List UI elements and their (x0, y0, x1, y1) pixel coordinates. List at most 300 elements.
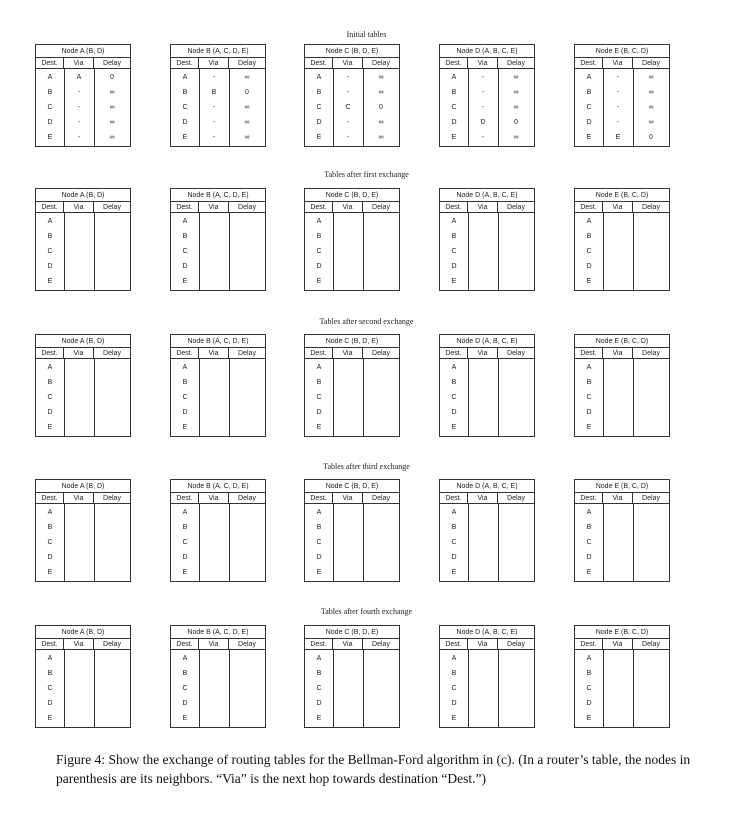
dest-cell: B (182, 670, 188, 677)
column-header-delay: Delay (103, 350, 121, 357)
table-row (36, 230, 130, 244)
via-cell: - (212, 134, 216, 141)
delay-cell: ∞ (648, 74, 654, 81)
routing-table (304, 334, 400, 437)
dest-cell: D (451, 700, 457, 707)
dest-cell: B (316, 379, 322, 386)
table-row (36, 521, 130, 535)
table-title: Node D (A, B, C, E) (440, 335, 534, 348)
table-row (36, 275, 130, 289)
dest-cell: D (182, 409, 188, 416)
dest-cell: A (451, 509, 457, 516)
dest-cell: B (182, 379, 188, 386)
table-row (171, 521, 265, 535)
column-header-via: Via (603, 493, 633, 503)
dest-cell: D (451, 409, 457, 416)
table-row (305, 506, 399, 520)
table-header (440, 639, 534, 650)
table-body (575, 213, 669, 290)
table-row (171, 101, 265, 115)
dest-cell: E (586, 569, 592, 576)
column-header-dest: Dest. (440, 348, 468, 358)
dest-cell: B (451, 524, 457, 531)
table-row (171, 230, 265, 244)
via-cell: - (212, 104, 216, 111)
table-row (171, 86, 265, 100)
routing-table (304, 44, 400, 147)
table-body (171, 69, 265, 146)
table-row (575, 521, 669, 535)
dest-cell: E (316, 278, 322, 285)
dest-cell: E (451, 134, 457, 141)
dest-cell: C (316, 104, 322, 111)
dest-cell: A (47, 655, 53, 662)
column-header-delay: Delay (372, 495, 390, 502)
column-header-dest: Dest. (36, 493, 64, 503)
delay-cell: ∞ (513, 89, 519, 96)
table-row (440, 116, 534, 130)
table-row (440, 260, 534, 274)
dest-cell: B (451, 379, 457, 386)
routing-table (574, 44, 670, 147)
column-header-dest: Dest. (305, 639, 333, 649)
table-body (171, 359, 265, 436)
dest-cell: E (47, 134, 53, 141)
routing-table (170, 44, 266, 147)
table-row (575, 682, 669, 696)
table-row (305, 521, 399, 535)
dest-cell: A (586, 218, 592, 225)
dest-cell: C (451, 248, 457, 255)
table-header (36, 202, 130, 213)
table-row (171, 712, 265, 726)
delay-cell: ∞ (109, 89, 115, 96)
table-title: Node B (A, C, D, E) (171, 189, 265, 202)
column-header-dest: Dest. (171, 348, 199, 358)
column-header-via: Via (603, 348, 633, 358)
dest-cell: D (586, 409, 592, 416)
dest-cell: E (47, 278, 53, 285)
table-row (305, 376, 399, 390)
table-row (440, 361, 534, 375)
dest-cell: A (451, 364, 457, 371)
table-row (36, 215, 130, 229)
column-header-delay: Delay (507, 350, 525, 357)
dest-cell: A (451, 74, 457, 81)
column-header-dest: Dest. (575, 493, 603, 503)
table-row (575, 215, 669, 229)
table-row (36, 652, 130, 666)
via-cell: - (481, 104, 485, 111)
table-title: Node E (B, C, D) (575, 335, 669, 348)
column-header-dest: Dest. (36, 58, 64, 68)
table-header (305, 639, 399, 650)
table-header (171, 202, 265, 213)
routing-table (574, 188, 670, 291)
table-row (171, 215, 265, 229)
table-row (36, 421, 130, 435)
table-header (171, 58, 265, 69)
table-row (305, 712, 399, 726)
table-row (440, 712, 534, 726)
dest-cell: C (182, 394, 188, 401)
via-cell: - (77, 89, 81, 96)
table-row (575, 406, 669, 420)
dest-cell: A (182, 655, 188, 662)
table-row (305, 116, 399, 130)
routing-table (35, 334, 131, 437)
dest-cell: B (47, 379, 53, 386)
column-header-delay: Delay (238, 495, 256, 502)
delay-cell: ∞ (109, 134, 115, 141)
column-header-via: Via (199, 639, 229, 649)
table-row (171, 361, 265, 375)
delay-cell: ∞ (648, 119, 654, 126)
delay-cell: ∞ (244, 74, 250, 81)
delay-cell: 0 (379, 104, 383, 111)
column-header-via: Via (199, 58, 229, 68)
table-row (171, 652, 265, 666)
table-title: Node D (A, B, C, E) (440, 626, 534, 639)
via-cell: - (346, 89, 350, 96)
table-row (36, 391, 130, 405)
table-title: Node C (B, D, E) (305, 45, 399, 58)
table-title: Node E (B, C, D) (575, 189, 669, 202)
table-title: Node B (A, C, D, E) (171, 480, 265, 493)
dest-cell: C (182, 248, 188, 255)
dest-cell: D (586, 700, 592, 707)
table-row (171, 536, 265, 550)
table-title: Node E (B, C, D) (575, 626, 669, 639)
dest-cell: C (47, 685, 53, 692)
table-row (305, 245, 399, 259)
dest-cell: B (451, 670, 457, 677)
column-header-delay: Delay (372, 641, 390, 648)
table-title: Node E (B, C, D) (575, 45, 669, 58)
table-body (575, 650, 669, 727)
table-row (305, 406, 399, 420)
dest-cell: E (47, 424, 53, 431)
table-row (171, 131, 265, 145)
column-header-dest: Dest. (171, 639, 199, 649)
table-row (36, 697, 130, 711)
dest-cell: D (316, 119, 322, 126)
dest-cell: A (47, 218, 53, 225)
table-title: Node A (B, D) (36, 189, 130, 202)
table-body (36, 213, 130, 290)
column-header-delay: Delay (372, 60, 390, 67)
routing-table (304, 188, 400, 291)
table-row (575, 260, 669, 274)
delay-cell: ∞ (378, 134, 384, 141)
dest-cell: B (316, 670, 322, 677)
table-row (36, 667, 130, 681)
dest-cell: E (316, 715, 322, 722)
table-row (171, 245, 265, 259)
table-title: Node D (A, B, C, E) (440, 189, 534, 202)
table-row (575, 275, 669, 289)
column-header-via: Via (333, 348, 363, 358)
table-row (36, 406, 130, 420)
dest-cell: D (586, 554, 592, 561)
via-cell: - (616, 119, 620, 126)
table-row (36, 116, 130, 130)
column-header-via: Via (468, 639, 498, 649)
column-header-dest: Dest. (440, 639, 468, 649)
delay-cell: ∞ (109, 104, 115, 111)
table-title: Node E (B, C, D) (575, 480, 669, 493)
table-row (575, 116, 669, 130)
column-header-dest: Dest. (575, 202, 603, 212)
column-header-dest: Dest. (305, 202, 333, 212)
column-header-via: Via (468, 493, 498, 503)
table-row (36, 260, 130, 274)
column-header-via: Via (64, 348, 94, 358)
table-row (305, 566, 399, 580)
dest-cell: E (182, 278, 188, 285)
column-header-dest: Dest. (171, 202, 199, 212)
table-body (575, 504, 669, 581)
table-header (305, 493, 399, 504)
via-cell: A (76, 74, 82, 81)
dest-cell: A (47, 509, 53, 516)
dest-cell: C (586, 685, 592, 692)
dest-cell: C (586, 248, 592, 255)
table-row (440, 215, 534, 229)
column-header-delay: Delay (103, 204, 121, 211)
table-row (440, 406, 534, 420)
table-title: Node A (B, D) (36, 626, 130, 639)
table-header (305, 202, 399, 213)
routing-table (170, 625, 266, 728)
dest-cell: E (316, 569, 322, 576)
table-body (440, 650, 534, 727)
via-cell: - (616, 104, 620, 111)
table-body (440, 213, 534, 290)
dest-cell: E (451, 569, 457, 576)
dest-cell: E (451, 715, 457, 722)
table-row (171, 566, 265, 580)
table-row (575, 421, 669, 435)
section-title: Initial tables (346, 30, 387, 39)
table-row (36, 682, 130, 696)
dest-cell: B (182, 524, 188, 531)
delay-cell: ∞ (244, 134, 250, 141)
table-row (575, 566, 669, 580)
delay-cell: ∞ (513, 134, 519, 141)
via-cell: - (77, 104, 81, 111)
table-row (575, 391, 669, 405)
table-row (440, 131, 534, 145)
table-row (575, 230, 669, 244)
table-header (440, 58, 534, 69)
table-row (171, 506, 265, 520)
dest-cell: B (47, 670, 53, 677)
column-header-via: Via (199, 202, 229, 212)
column-header-via: Via (333, 493, 363, 503)
column-header-via: Via (468, 202, 498, 212)
table-header (575, 58, 669, 69)
routing-table (574, 479, 670, 582)
dest-cell: C (182, 104, 188, 111)
table-body (36, 69, 130, 146)
column-header-dest: Dest. (171, 493, 199, 503)
via-cell: - (346, 74, 350, 81)
table-header (575, 639, 669, 650)
via-cell: - (212, 119, 216, 126)
dest-cell: D (451, 554, 457, 561)
via-cell: - (481, 89, 485, 96)
via-cell: - (77, 134, 81, 141)
table-row (305, 275, 399, 289)
routing-table (439, 479, 535, 582)
column-header-delay: Delay (507, 495, 525, 502)
via-cell: - (346, 119, 350, 126)
dest-cell: C (316, 394, 322, 401)
dest-cell: A (451, 655, 457, 662)
table-row (575, 506, 669, 520)
table-row (575, 551, 669, 565)
table-header (575, 202, 669, 213)
table-row (575, 131, 669, 145)
table-body (171, 650, 265, 727)
column-header-dest: Dest. (36, 202, 64, 212)
dest-cell: D (47, 263, 53, 270)
column-header-delay: Delay (103, 495, 121, 502)
delay-cell: ∞ (244, 119, 250, 126)
section-title: Tables after third exchange (323, 462, 410, 471)
table-row (171, 376, 265, 390)
table-row (305, 101, 399, 115)
table-row (440, 506, 534, 520)
dest-cell: E (451, 424, 457, 431)
column-header-delay: Delay (642, 204, 660, 211)
table-row (36, 376, 130, 390)
dest-cell: C (47, 104, 53, 111)
table-row (36, 536, 130, 550)
table-header (305, 58, 399, 69)
column-header-delay: Delay (507, 204, 525, 211)
column-header-delay: Delay (103, 60, 121, 67)
dest-cell: E (182, 424, 188, 431)
via-cell: - (346, 134, 350, 141)
section-title: Tables after second exchange (319, 317, 414, 326)
column-header-via: Via (64, 493, 94, 503)
column-header-dest: Dest. (305, 348, 333, 358)
column-header-delay: Delay (642, 350, 660, 357)
column-header-via: Via (64, 58, 94, 68)
delay-cell: ∞ (244, 104, 250, 111)
dest-cell: E (586, 134, 592, 141)
column-header-dest: Dest. (305, 58, 333, 68)
table-row (171, 275, 265, 289)
dest-cell: B (586, 233, 592, 240)
dest-cell: A (586, 509, 592, 516)
column-header-via: Via (333, 58, 363, 68)
column-header-dest: Dest. (305, 493, 333, 503)
dest-cell: D (47, 554, 53, 561)
dest-cell: C (182, 685, 188, 692)
table-header (36, 58, 130, 69)
table-row (440, 245, 534, 259)
table-row (440, 682, 534, 696)
routing-table (35, 479, 131, 582)
dest-cell: D (451, 119, 457, 126)
dest-cell: A (47, 74, 53, 81)
via-cell: - (77, 119, 81, 126)
table-row (305, 86, 399, 100)
dest-cell: D (451, 263, 457, 270)
dest-cell: B (451, 89, 457, 96)
table-row (440, 697, 534, 711)
column-header-dest: Dest. (171, 58, 199, 68)
table-row (36, 566, 130, 580)
table-row (440, 536, 534, 550)
via-cell: - (212, 74, 216, 81)
table-row (575, 652, 669, 666)
table-row (171, 71, 265, 85)
delay-cell: ∞ (648, 104, 654, 111)
table-row (171, 697, 265, 711)
routing-table (574, 334, 670, 437)
column-header-dest: Dest. (575, 348, 603, 358)
column-header-via: Via (64, 639, 94, 649)
table-row (575, 71, 669, 85)
dest-cell: B (47, 89, 53, 96)
table-row (171, 116, 265, 130)
table-header (171, 493, 265, 504)
dest-cell: A (316, 74, 322, 81)
table-body (305, 359, 399, 436)
column-header-dest: Dest. (36, 348, 64, 358)
dest-cell: A (586, 655, 592, 662)
dest-cell: C (586, 539, 592, 546)
table-title: Node B (A, C, D, E) (171, 45, 265, 58)
routing-table (439, 625, 535, 728)
dest-cell: D (47, 119, 53, 126)
table-row (440, 551, 534, 565)
column-header-via: Via (468, 348, 498, 358)
column-header-delay: Delay (238, 641, 256, 648)
via-cell: D (480, 119, 486, 126)
dest-cell: C (316, 539, 322, 546)
routing-table (439, 188, 535, 291)
table-row (36, 551, 130, 565)
dest-cell: B (182, 233, 188, 240)
table-row (440, 566, 534, 580)
routing-table (35, 188, 131, 291)
dest-cell: C (182, 539, 188, 546)
table-row (171, 391, 265, 405)
routing-table (574, 625, 670, 728)
delay-cell: ∞ (648, 89, 654, 96)
dest-cell: B (586, 670, 592, 677)
dest-cell: C (451, 104, 457, 111)
table-title: Node C (B, D, E) (305, 335, 399, 348)
table-row (575, 361, 669, 375)
dest-cell: B (47, 233, 53, 240)
column-header-delay: Delay (103, 641, 121, 648)
column-header-via: Via (603, 202, 633, 212)
via-cell: - (616, 89, 620, 96)
table-row (36, 71, 130, 85)
dest-cell: C (451, 394, 457, 401)
table-header (440, 348, 534, 359)
table-header (305, 348, 399, 359)
dest-cell: C (316, 248, 322, 255)
table-header (440, 493, 534, 504)
delay-cell: ∞ (109, 119, 115, 126)
